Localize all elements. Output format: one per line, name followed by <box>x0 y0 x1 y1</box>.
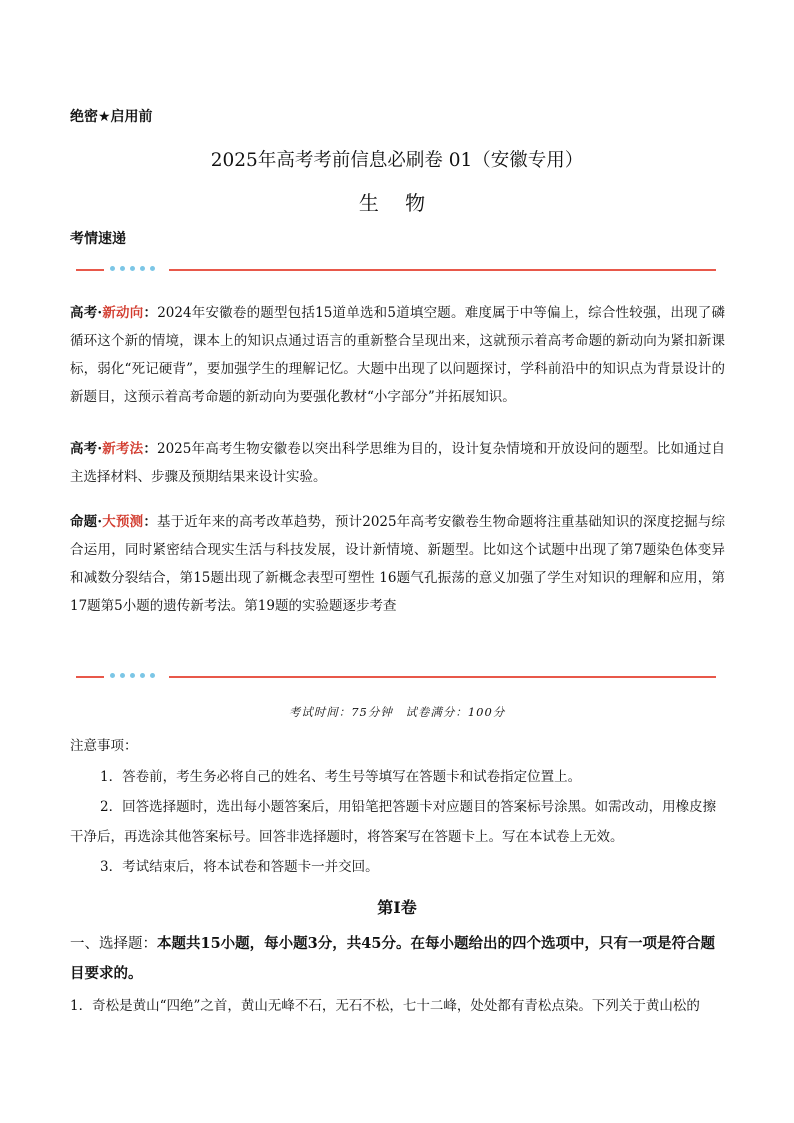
section-label-highlight: 大预测 <box>102 514 144 530</box>
section-rule: 本题共15小题，每小题3分，共45分。在每小题给出的四个选项中，只有一项是符合题目要求的。 <box>70 935 715 982</box>
divider-dots <box>110 673 155 678</box>
section-label: 命题· <box>70 514 103 530</box>
overview-section-prediction: 命题·大预测：基于近年来的高考改革趋势，预计2025年高考安徽卷生物命题将注重基础知识的深度挖掘与综合运用，同时紧密结合现实生活与科技发展，设计新情境、新题型。比如这个试题中出现了第7题染色体变异和减数分裂结合，第15题出现了新概念表型可塑性 16题气孔振荡的意义加强了学生对知识的理解和应用，第17题第5小题的遗传新考法。第19题的实验题逐步考查 <box>70 514 726 614</box>
exam-time-score: 考试时间：75分钟 试卷满分：100分 <box>288 705 506 719</box>
divider-dots <box>110 266 155 271</box>
divider-top <box>76 265 716 275</box>
notice-item: 2．回答选择题时，选出每小题答案后，用铅笔把答题卡对应题目的答案标号涂黑。如需改动，用橡皮擦干净后，再选涂其他答案标号。回答非选择题时，将答案写在答题卡上。写在本试卷上无效。 <box>70 799 717 845</box>
confidential-label: 绝密★启用前 <box>70 109 153 125</box>
section-text: 2025年高考生物安徽卷以突出科学思维为目的，设计复杂情境和开放设问的题型。比如通过自主选择材料、步骤及预期结果来设计实验。 <box>70 441 726 485</box>
divider-line-left <box>76 269 104 271</box>
overview-heading: 考情速递 <box>70 231 126 247</box>
section-text: 2024年安徽卷的题型包括15道单选和5道填空题。难度属于中等偏上，综合性较强，出现了磷循环这个新的情境，课本上的知识点通过语言的重新整合呈现出来，这就预示着高考命题的新动向为紧扣新课标，弱化“死记硬背”，要加强学生的理解记忆。大题中出现了以问题探讨，学科前沿中的知识点为背景设计的新题目，这预示着高考命题的新动向为要强化教材“小字部分”并拓展知识。 <box>70 305 726 405</box>
divider-line-right <box>169 269 716 271</box>
divider-line-right <box>169 676 716 678</box>
section-label: 高考· <box>70 441 103 457</box>
overview-section-new-trend: 高考·新动向：2024年安徽卷的题型包括15道单选和5道填空题。难度属于中等偏上，综合性较强，出现了磷循环这个新的情境，课本上的知识点通过语言的重新整合呈现出来，这就预示着高考命题的新动向为紧扣新课标，弱化“死记硬背”，要加强学生的理解记忆。大题中出现了以问题探讨，学科前沿中的知识点为背景设计的新题目，这预示着高考命题的新动向为要强化教材“小字部分”并拓展知识。 <box>70 305 726 405</box>
overview-section-new-method: 高考·新考法：2025年高考生物安徽卷以突出科学思维为目的，设计复杂情境和开放设问的题型。比如通过自主选择材料、步骤及预期结果来设计实验。 <box>70 441 726 485</box>
divider-line-left <box>76 676 104 678</box>
section-label-highlight: 新考法 <box>102 441 144 457</box>
notice-title: 注意事项： <box>70 738 138 754</box>
paper-title: 2025年高考考前信息必刷卷 01（安徽专用） <box>210 150 584 171</box>
section-prefix: 一、选择题： <box>70 936 157 952</box>
notice-list <box>70 762 725 882</box>
section-label-highlight: 新动向 <box>102 305 144 321</box>
divider-bottom <box>76 672 716 682</box>
notice-item: 1．答卷前，考生务必将自己的姓名、考生号等填写在答题卡和试卷指定位置上。 <box>100 769 582 785</box>
question-1-text: 1．奇松是黄山“四绝”之首，黄山无峰不石，无石不松，七十二峰，处处都有青松点染。下列关于黄山松的 <box>70 998 700 1014</box>
section-text: 基于近年来的高考改革趋势，预计2025年高考安徽卷生物命题将注重基础知识的深度挖掘与综合运用，同时紧密结合现实生活与科技发展，设计新情境、新题型。比如这个试题中出现了第7题染色体变异和减数分裂结合，第15题出现了新概念表型可塑性 16题气孔振荡的意义加强了学生对知识的理解和应用，第17题第5小题的遗传新考法。第19题的实验题逐步考查 <box>70 514 726 614</box>
notice-item: 3．考试结束后，将本试卷和答题卡一并交回。 <box>100 859 379 875</box>
section-label: 高考· <box>70 305 103 321</box>
volume-title: 第Ⅰ卷 <box>377 898 417 917</box>
question-section-heading <box>70 929 725 989</box>
subject-title: 生 物 <box>358 191 436 215</box>
